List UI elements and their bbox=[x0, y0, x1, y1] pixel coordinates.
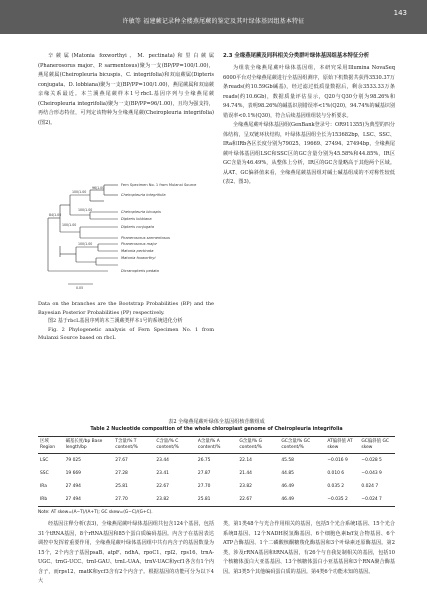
phylogeny-paragraph: 辛蕨属(Matonia foxworthyi、M. pectinata)和里白蕨属(Phanerosorus major、P. sarmentosus)聚为一支(BP/PP=100/1.00)，燕尾蕨属(Cheiropleuria bicuspis、C. integrifolia)和双扇蕨属(Dipteris conjugata、D. lobbiana)聚为一支(BP/PP=100/1.00)，燕尾蕨属和双扇蕨亲缘关系最近。本兰溪燕尾蕨样本1号rbcL基因序列与全缘燕尾蕨(Cheiropleuria integrifolia)聚为一支(BP/PP=96/1.00)，且均为强支持，再结合形态特征，可判定该物种为全缘燕尾蕨(Cheiropleuria integrifolia)(图2)。 bbox=[38, 53, 214, 126]
table-note: Note: AT skew=(A−T)/(A+T); GC skew=(G−C)/(G+C). bbox=[38, 510, 153, 515]
gene-function-paragraph: 类，第1类48个与光合作用相关的基因，包括5个光合系统Ⅰ基因、15个光合系统Ⅱ基因、12个NADH脱氢酶基因、6个细胞色素b/f复合物基因、6个ATP合酶基因、1个二磷酸核酮糖羧化酶基因和3个叶绿素还原酶基因。第2类，涉及rRNA基因和tRNA基因，有26个与自我复制相关的基因，包括10个核糖体蛋白大亚基基因、13个核糖体蛋白小亚基基因和3个RNA聚合酶基因。第3类5个其他编码蛋白质的基因。第4类6个功能未知的基因。 bbox=[223, 521, 395, 575]
table-cell: 46.49 bbox=[281, 483, 294, 489]
bottom-right-column bbox=[223, 520, 395, 577]
taxon-label: Matonia pectinata bbox=[121, 249, 154, 253]
support-value: 96/1.00 bbox=[92, 186, 105, 190]
table-cell: 27.28 bbox=[115, 470, 128, 476]
taxon-label: Phanerosorus sarmentosus bbox=[121, 236, 170, 240]
data-table bbox=[38, 436, 395, 507]
taxon-label: Dipteris lobbiana bbox=[121, 217, 152, 221]
table-row bbox=[38, 467, 395, 480]
column-header: 区域 Region bbox=[40, 439, 56, 450]
support-value: 84/1.00 bbox=[49, 213, 62, 217]
table-cell: 27.70 bbox=[115, 496, 128, 502]
running-title: 许敏等 福建蕨记录种全楼燕尾蕨的鉴定及其叶绿体基因组基本特征 bbox=[122, 18, 305, 25]
table-cell: IRa bbox=[40, 483, 47, 489]
support-value: 100/1.00 bbox=[62, 223, 77, 227]
table-cell: 22.67 bbox=[239, 496, 252, 502]
nucleotide-composition-table bbox=[38, 418, 395, 515]
table-row bbox=[38, 480, 395, 493]
table-row bbox=[38, 493, 395, 507]
page-header bbox=[0, 0, 427, 34]
taxon-label: Phanerosorus major bbox=[121, 242, 158, 246]
figure-caption-cn: 图2 基于rbcL基因序列的木兰溪蕨类样本1号的系统进化分析 bbox=[48, 318, 183, 324]
table-cell: 27.87 bbox=[197, 470, 211, 476]
phylogenetic-tree-figure bbox=[38, 180, 214, 315]
column-header: A含量/% A content/% bbox=[197, 439, 221, 450]
figure-caption bbox=[38, 300, 214, 343]
column-header: AT偏斜值 AT skew bbox=[327, 439, 353, 450]
table-cell: 0.024 7 bbox=[361, 483, 379, 489]
table-cell: −0.028 5 bbox=[361, 457, 382, 463]
table-cell: 79 025 bbox=[65, 457, 81, 463]
table-cell: 23.82 bbox=[239, 483, 252, 489]
table-cell: 21.44 bbox=[239, 470, 252, 476]
sequencing-paragraph: 为组装全缘燕尾蕨叶绿体基因组，本研究采用Illumina NovaSeq 6000平台对全缘燕尾蕨进行全基因组测序，原始下机数据共获得3530.37万条reads(约10.59Gb碱基)，经过滤过低质量数据后，剩余3533.33万条reads(约10.6Gb)，数据质量评估显示，Q20与Q30分别为98.26%和94.74%，表明98.26%的碱基识别错误率<1%(Q20)，94.74%的碱基识别错误率<0.1%(Q30)，符合后续基因组组装与分析要求。 bbox=[223, 65, 395, 119]
table-row bbox=[38, 454, 395, 468]
taxon-label: Cheiropleuria bicuspis bbox=[121, 210, 161, 214]
table-cell: 0.035 2 bbox=[327, 483, 345, 489]
table-cell: IRb bbox=[40, 496, 48, 502]
table-cell: 23.41 bbox=[156, 470, 169, 476]
table-cell: 23.82 bbox=[156, 496, 169, 502]
genome-structure-paragraph: 全缘燕尾蕨叶绿体基因组(GenBank登录号：OR911355)为典型的四分体结构，呈双链环状结构，叶绿体基因组全长为153682bp，LSC、SSC、IRa和IRb各区长度分别为79025、19669、27494、27494bp，全缘燕尾蕨叶绿体基因组LSC和SSC区的GC含量分别为45.58%和44.85%，IR区GC含量为46.49%，从整体上分析，IR区的GC含量略高于其他两个区域。从AT、GC偏斜值来看，全缘燕尾蕨基因组对碱土碱基组成的不对称性较低(表2、图3)。 bbox=[223, 122, 395, 185]
support-value: 100/1.00 bbox=[72, 190, 87, 194]
table-cell: 22.14 bbox=[239, 457, 252, 463]
table-cell: −0.024 7 bbox=[361, 496, 382, 502]
table-cell: 23.44 bbox=[156, 457, 169, 463]
table-cell: 25.81 bbox=[115, 483, 128, 489]
bottom-left-column bbox=[38, 520, 214, 587]
annotation-paragraph: 经基因注释分析(表3)，全缘燕尾蕨叶绿体基因组共包含124个基因，包括31个tRNA基因，8个rRNA基因和85个蛋白质编码基因。内含子在基因表达调控中发挥着重要作用，全缘燕尾蕨叶绿体基因组中共有内含子的基因数量为15个，2个内含子基因psaB、atpF、ndhA、rpoC1、rpl2、rps16、trnA-UGC、trnG-UCC、trnI-GAU、trnL-UAA、trnV-UAC和ycf1各含有1个内含子，而rps12、matK和ycf3含有2个内含子。根据基因的功能可分为以下4大 bbox=[38, 521, 214, 584]
table-cell: 46.49 bbox=[281, 496, 294, 502]
scale-bar-label: 0.05 bbox=[76, 286, 84, 290]
figure-note: Data on the branches are the Bootstrap Probabilities (BP) and the Bayesian Posterior Probabilities (PP) respectively. bbox=[38, 301, 214, 316]
column-header: 碱基长度/bp Base length/bp bbox=[65, 439, 103, 450]
table-cell: 27.70 bbox=[197, 483, 211, 489]
taxon-label: Dicranopteris pedata bbox=[121, 269, 159, 273]
table-title-cn: 表2 全缘燕尾蕨叶绿体全基因组核苷酸组成 bbox=[168, 419, 265, 425]
column-header: GC含量/% GC content/% bbox=[281, 439, 311, 450]
table-cell: 45.58 bbox=[281, 457, 294, 463]
column-header: G含量/% G content/% bbox=[239, 439, 263, 450]
table-cell: −0.016 9 bbox=[327, 457, 348, 463]
table-cell: 19 669 bbox=[65, 470, 81, 476]
table-cell: 44.85 bbox=[281, 470, 294, 476]
support-value: 100/1.00 bbox=[78, 208, 93, 212]
table-cell: −0.035 2 bbox=[327, 496, 348, 502]
column-header: T含量/% T content/% bbox=[115, 439, 138, 450]
table-cell: 27.67 bbox=[115, 457, 128, 463]
column-header: C含量/% C content/% bbox=[156, 439, 179, 450]
table-cell: SSC bbox=[40, 470, 49, 476]
taxon-label: Cheiropleuria integrifolia bbox=[121, 193, 166, 197]
table-cell: 27 494 bbox=[65, 483, 81, 489]
taxon-label: Dipteris conjugata bbox=[121, 225, 154, 229]
table-cell: −0.043 9 bbox=[361, 470, 382, 476]
table-title-en: Table 2 Nucleotide composition of the whole chloroplast genome of Cheiropleuria integrifolia bbox=[90, 427, 343, 432]
taxon-label: Matonia foxworthyi bbox=[121, 256, 156, 260]
figure-caption-en: Fig. 2 Phylogenetic analysis of Fern Specimen No. 1 from Mulanxi Source based on rbcL bbox=[38, 326, 214, 341]
page-number: 143 bbox=[393, 9, 407, 17]
taxon-label: Fern Specimen No. 1 from Mulanxi Source bbox=[121, 183, 197, 187]
table-cell: 26.75 bbox=[197, 457, 211, 463]
table-cell: LSC bbox=[40, 457, 49, 463]
table-header-row bbox=[38, 437, 395, 454]
left-column bbox=[38, 52, 214, 128]
section-heading: 2.3 全缘燕尾蕨及同科相关分类群叶绿体基因组基本特征分析 bbox=[223, 53, 370, 59]
table-cell: 25.81 bbox=[197, 496, 211, 502]
table-cell: 22.67 bbox=[156, 483, 169, 489]
right-column bbox=[223, 52, 395, 188]
table-cell: 0.010 6 bbox=[327, 470, 345, 476]
phylogenetic-tree bbox=[38, 180, 214, 300]
support-value: 100/1.00 bbox=[78, 242, 93, 246]
column-header: GC偏斜值 GC skew bbox=[361, 439, 389, 450]
table-cell: 27 494 bbox=[65, 496, 81, 502]
